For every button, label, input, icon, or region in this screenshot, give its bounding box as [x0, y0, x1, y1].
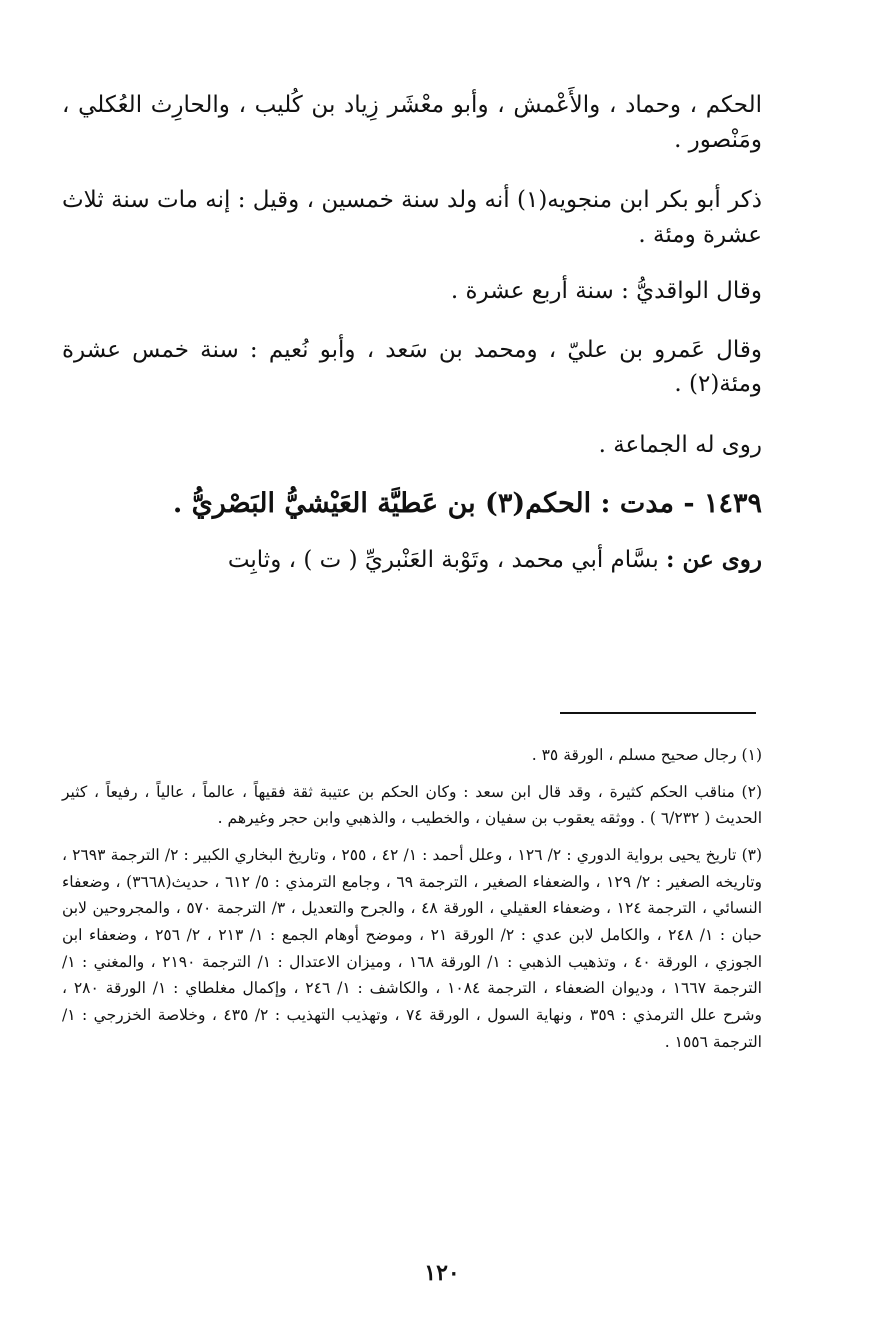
- footnote-3: (٣) تاريخ يحيى برواية الدوري : ٢/ ١٢٦ ، وعلل أحمد : ١/ ٤٢ ، ٢٥٥ ، وتاريخ البخاري الكبير : ٢/ الترجمة ٢٦٩٣ ، وتاريخه الصغير : ٢/ ١٢٩ ، والضعفاء الصغير ، الترجمة ٦٩ ، وجامع الترمذي : ٥/ ٦١٢ ، حديث(٣٦٦٨) ، وضعفاء النسائي ، الترجمة ١٢٤ ، وضعفاء العقيلي ، الورقة ٤٨ ، والجرح والتعديل ، ٣/ الترجمة ٥٧٠ ، والمجروحين لابن حبان : ١/ ٢٤٨ ، والكامل لابن عدي : ٢/ الورقة ٢١ ، وموضح أوهام الجمع : ١/ ٢١٣ ، ٢/ ٢٥٦ ، وضعفاء ابن الجوزي ، الورقة ٤٠ ، وتذهيب الذهبي : ١/ الورقة ١٦٨ ، وميزان الاعتدال : ١/ الترجمة ٢١٩٠ ، والمغني : ١/ الترجمة ١٦٦٧ ، وديوان الضعفاء ، الترجمة ١٠٨٤ ، والكاشف : ١/ ٢٤٦ ، وإكمال مغلطاي : ١/ الورقة ٢٨٠ ، وشرح علل الترمذي : ٣٥٩ ، ونهاية السول ، الورقة ٧٤ ، وتهذيب التهذيب : ٢/ ٤٣٥ ، وخلاصة الخزرجي : ١/ الترجمة ١٥٥٦ .: [62, 845, 763, 1051]
- paragraph-waqidi: وقال الواقديُّ : سنة أربع عشرة .: [450, 278, 762, 304]
- paragraph-narrators: الحكم ، وحماد ، والأَعْمش ، وأبو معْشَر زِياد بن كُليب ، والحارِث العُكلي ، ومَنْصور .: [62, 92, 762, 153]
- entry-name: الحكم(٣) بن عَطيَّة العَيْشيُّ البَصْريُّ .: [172, 488, 592, 519]
- page-number: ١٢٠: [424, 1260, 460, 1286]
- entry-number: ١٤٣٩ - مدت :: [600, 488, 762, 519]
- narrated-from-line: [62, 543, 762, 578]
- footnote-2: (٢) مناقب الحكم كثيرة ، وقد قال ابن سعد : وكان الحكم بن عتيبة ثقة فقيهاً ، عالماً ، عالياً ، رفيعاً ، كثير الحديث ( ٦/٢٣٢ ) . ووثقه يعقوب بن سفيان ، والخطيب ، والذهبي وابن حجر وغيرهم .: [62, 782, 762, 828]
- footnotes: [62, 742, 762, 1065]
- paragraph-narrated-by: روى له الجماعة .: [598, 431, 762, 458]
- narrated-from-label: روى عن :: [666, 545, 762, 573]
- paragraph-birth-death: ذكر أبو بكر ابن منجويه(١) أنه ولد سنة خمسين ، وقيل : إنه مات سنة ثلاث عشرة ومئة .: [62, 187, 762, 248]
- main-text: [62, 88, 762, 577]
- footnote-divider: [560, 712, 756, 714]
- entry-heading: [62, 484, 762, 525]
- paragraph-death-year: وقال عَمرو بن عليّ ، ومحمد بن سَعد ، وأبو نُعيم : سنة خمس عشرة ومئة(٢) .: [62, 336, 762, 397]
- narrated-from-text: بسَّام أبي محمد ، وتَوْبة العَنْبريِّ ( ت ) ، وثابِت: [227, 546, 659, 573]
- footnote-1: (١) رجال صحيح مسلم ، الورقة ٣٥ .: [531, 746, 762, 764]
